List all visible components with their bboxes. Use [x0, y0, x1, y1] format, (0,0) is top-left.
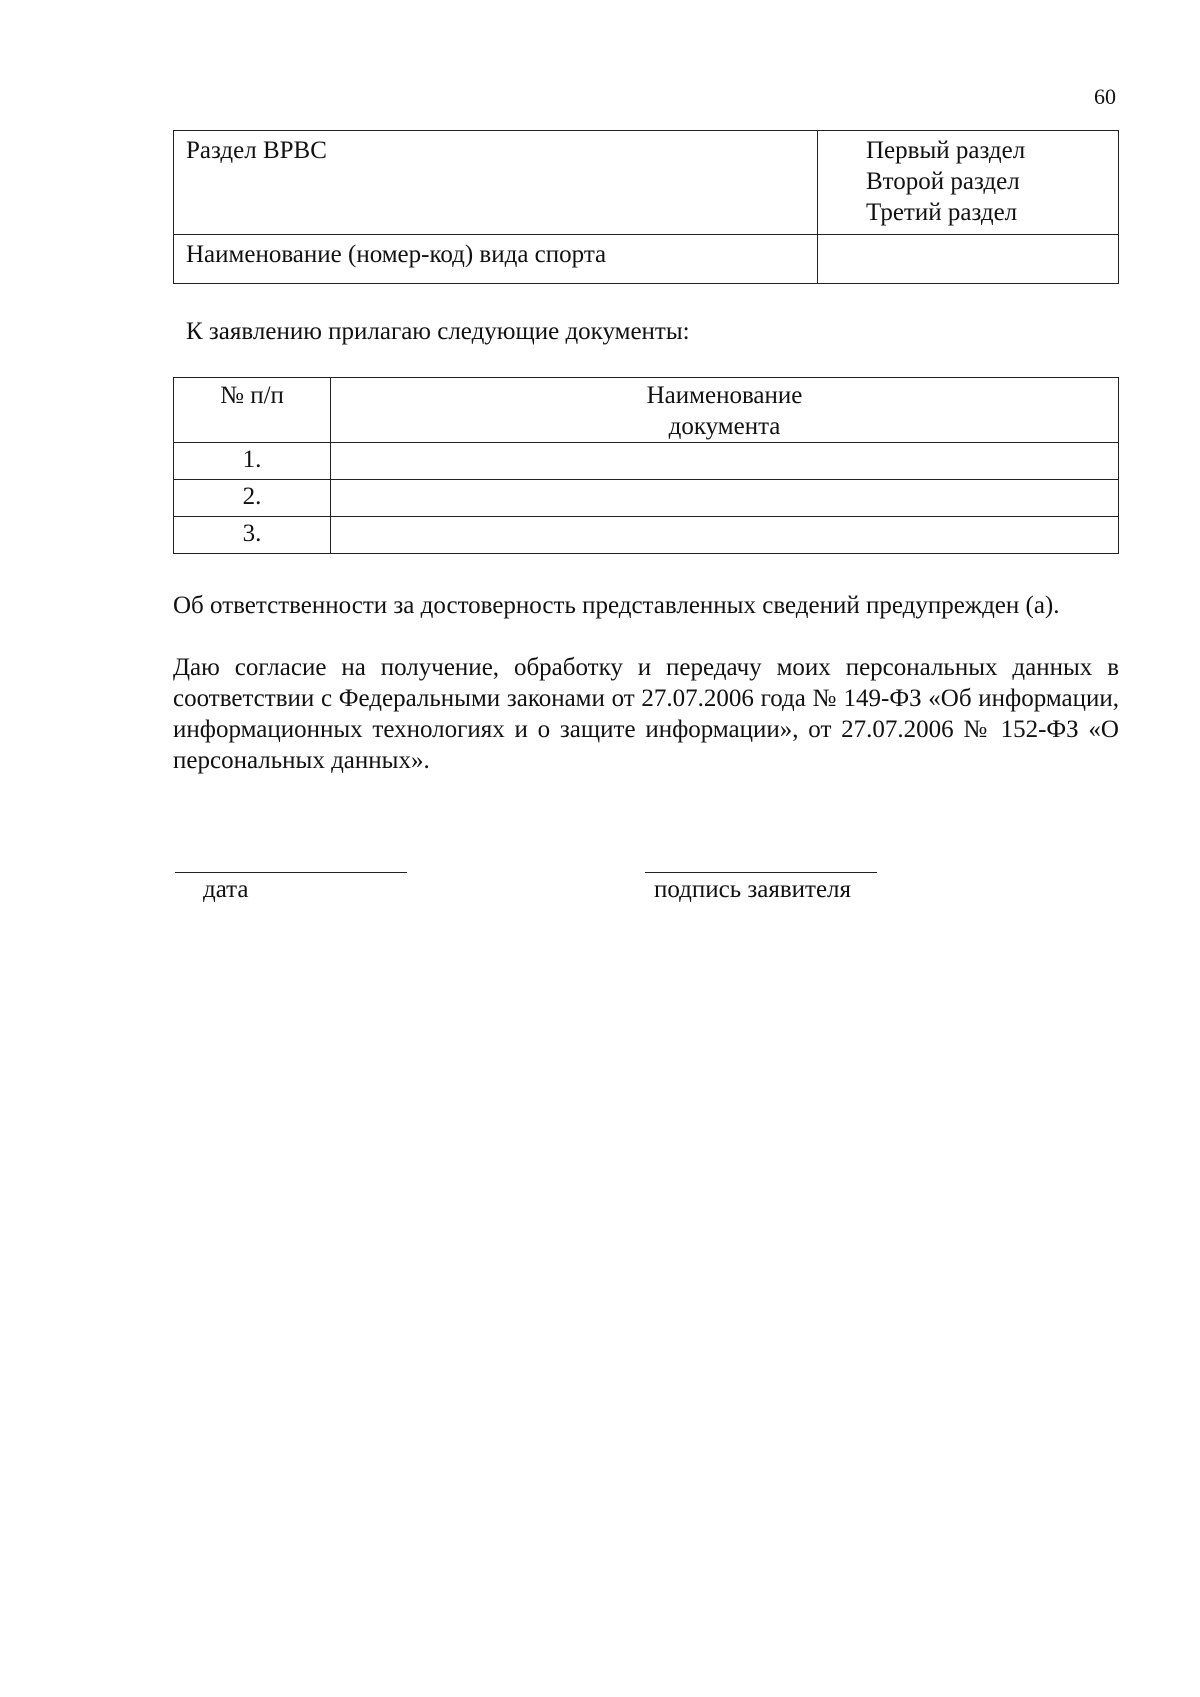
- section-table: [173, 130, 1119, 284]
- name-column-label-line2: документа: [668, 413, 781, 440]
- sport-row: [174, 235, 1119, 284]
- documents-table: [173, 377, 1119, 554]
- name-column-header: [331, 378, 1119, 443]
- section-options-cell: [818, 131, 1119, 235]
- row-number: 2.: [174, 480, 331, 517]
- date-label: дата: [203, 876, 249, 903]
- sport-value: [818, 235, 1118, 239]
- signature-label: подпись заявителя: [654, 876, 852, 903]
- number-column-header: [174, 378, 331, 443]
- row-number: 1.: [174, 443, 331, 480]
- table-row: [174, 443, 1119, 480]
- row-document-name: [331, 443, 1119, 480]
- sport-value-cell: [818, 235, 1119, 284]
- row-number: 3.: [174, 517, 331, 554]
- responsibility-paragraph: Об ответственности за достоверность представленных сведений предупрежден (а).: [173, 592, 1060, 619]
- row-document-name: [331, 480, 1119, 517]
- number-column-label: № п/п: [220, 382, 284, 409]
- sport-label-cell: [174, 235, 818, 284]
- consent-paragraph: Даю согласие на получение, обработку и передачу моих персональных данных в соответствии с Федеральными законами от 27.07.2006 года № 149-ФЗ «Об информации, информационных технологиях и о защите информации», от 27.07.2006 № 152-ФЗ «О персональных данных».: [173, 654, 1119, 774]
- section-row: [174, 131, 1119, 235]
- date-line: [175, 872, 407, 873]
- sport-label: Наименование (номер-код) вида спорта: [186, 241, 607, 268]
- page-number: 60: [1094, 84, 1116, 109]
- table-row: [174, 517, 1119, 554]
- section-options-list: [818, 131, 1118, 228]
- row-document-name: [331, 517, 1119, 554]
- attachments-intro: К заявлению прилагаю следующие документы:: [186, 318, 690, 345]
- section-option-first: Первый раздел: [866, 137, 1026, 164]
- documents-header-row: [174, 378, 1119, 443]
- section-label: Раздел ВРВС: [186, 137, 327, 164]
- section-option-third: Третий раздел: [866, 199, 1018, 226]
- name-column-label-line1: Наименование: [646, 382, 803, 409]
- table-row: [174, 480, 1119, 517]
- signature-line: [645, 872, 877, 873]
- section-label-cell: [174, 131, 818, 235]
- section-option-second: Второй раздел: [866, 168, 1020, 195]
